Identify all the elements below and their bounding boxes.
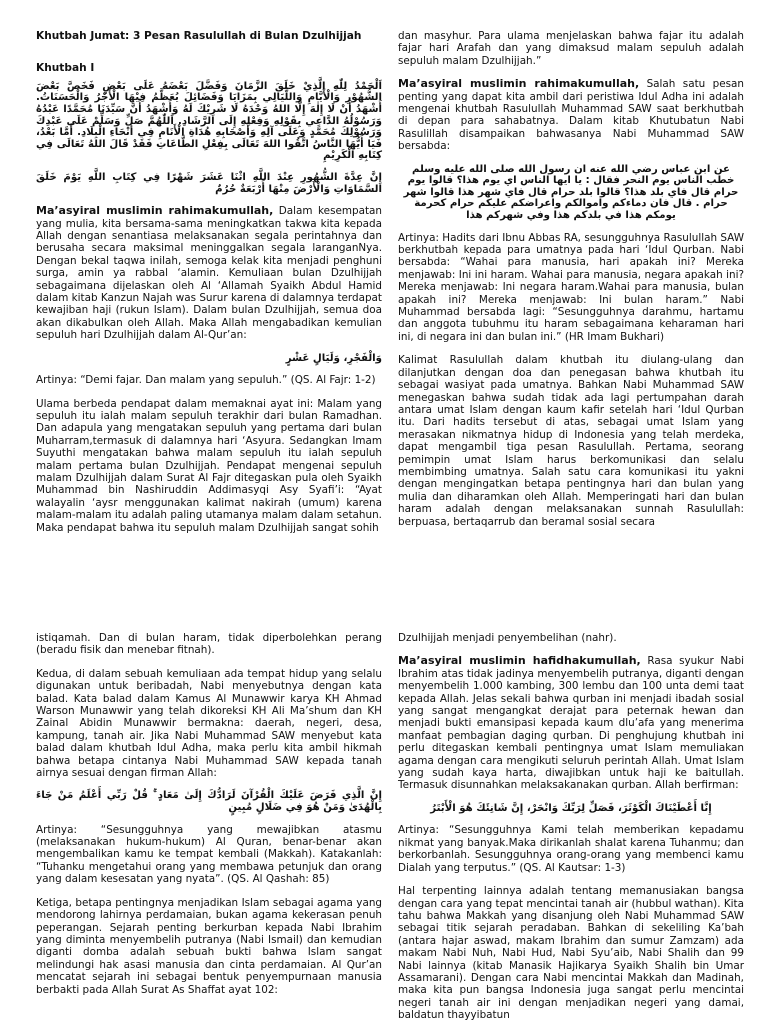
- arabic-hadith-text: عن ابن عباس رضي الله عنه ان رسول الله صلى الله عليه وسلم خطب الناس يوم النحر فقال : يا ايها الناس اي يوم هذا؟ قالوا يوم حرام قال فاي بلد هذا؟ قالوا بلد حرام قال فاي شهر هذا قالوا شهر حرام . قال فان دماءكم واموالكم واعراضكم عليكم حرام كحرمة يومكم هذا في بلدكم هذا وفي شهركم هذا: [403, 163, 739, 222]
- right-column-bottom: [398, 632, 744, 1033]
- paragraph: Artinya: “Demi fajar. Dan malam yang sepuluh.” (QS. Al Fajr: 1-2): [36, 374, 376, 387]
- paragraph-text: Salah satu pesan penting yang dapat kita ambil dari peristiwa Idul Adha ini adalah mengenai khutbah Rasulullah Muhammad SAW saat berkhutbah di depan para sahabatnya. Dalam kitab Khutubatun Nabi Rasulillah disampaikan bahwasanya Nabi Muhammad SAW bersabda:: [398, 78, 744, 153]
- paragraph: dan masyhur. Para ulama menjelaskan bahwa fajar itu adalah fajar hari Arafah dan yang dimaksud malam sepuluh adalah sepuluh malam Dzulhijjah.”: [398, 30, 744, 67]
- paragraph: Artinya: Hadits dari Ibnu Abbas RA, sesungguhnya Rasulullah SAW berkhutbah kepada para umatnya pada hari ‘Idul Qurban. Nabi bersabda: “Wahai para manusia, hari apakah ini? Mereka menjawab: Ini ini haram. Wahai para manusia, negara apakah ini? Mereka menjawab: Ini negara haram.Wahai para manusia, bulan apakah ini? Mereka menjawab: Ini bulan haram.” Nabi Muhammad bersabda lagi: “Sesungguhnya darahmu, hartamu dan anggota tubuhmu itu haram sebagaimana keharaman hari ini, di negara ini dan bulan ini.” (HR Imam Bukhari): [398, 231, 744, 343]
- paragraph: Artinya: “Sesungguhnya yang mewajibkan atasmu (melaksanakan hukum-hukum) Al Quran, benar-benar akan mengembalikan kamu ke tempat kembali (Makkah). Katakanlah: “Tuhanku mengetahui orang yang membawa petunjuk dan orang yang dalam kesesatan yang nyata”. (QS. Al Qashah: 85): [36, 823, 382, 886]
- paragraph: [36, 205, 382, 341]
- paragraph: Kedua, di dalam sebuah kemuliaan ada tempat hidup yang selalu digunakan untuk beribadah, Nabi menyebutnya dengan kata balad. Kata balad dalam Kamus Al Munawwir karya KH Ahmad Warson Munawwir yang telah dikoreksi KH Ali Ma’shum dan KH Zainal Abidin Munawwir bermakna: daerah, negeri, desa, kampung, tanah air. Jika Nabi Muhammad SAW menyebut kata balad dalam khutbah Idul Adha, maka perlu kita ambil hikmah bahwa betapa cintanya Nabi Muhammad SAW kepada tanah airnya sesuai dengan firman Allah:: [36, 667, 382, 780]
- page-divider: [0, 600, 768, 608]
- paragraph: Kalimat Rasulullah dalam khutbah itu diulang-ulang dan dilanjutkan dengan doa dan penegasan bahwa khutbah itu sebagai wasiyat pada umatnya. Bahkan Nabi Muhammad SAW menegaskan bahwa sudah tidak ada lagi pertumpahan darah antara umat Islam dengan kaum kafir setelah hari ‘Idul Qurban itu. Dari hadits tersebut di atas, sebagai umat Islam yang merasakan nikmatnya hidup di Indonesia yang telah merdeka, dapat mengambil tiga pesan Rasulullah. Pertama, seorang pemimpin umat Islam harus berkomunikasi dan selalu membimbing umatnya. Salah satu cara komunikasi itu yakni dengan mengingatkan betapa pentingnya hari dan bulan yang mulia dan diharamkan oleh Allah. Memperingati hari dan bulan haram adalah dengan melaksanakan sunnah Rasulullah: berpuasa, bertaqarrub dan beramal sosial secara: [398, 354, 744, 528]
- section-heading: Khutbah I: [36, 62, 95, 75]
- arabic-verse-kautsar: إِنَّا أَعْطَيْنَاكَ الْكَوْثَرَ، فَصَلِّ لِرَبِّكَ وَانْحَرْ، إِنَّ شَانِئَكَ هُوَ الْأَبْتَرُ: [430, 802, 712, 814]
- left-column-top: [36, 30, 382, 545]
- paragraph-text: Rasa syukur Nabi Ibrahim atas tidak jadinya menyembelih putranya, diganti dengan menyembelih 1.000 kambing, 300 lembu dan 100 unta demi taat kepada Allah. Jelas sekali bahwa qurban ini menjadi ibadah sosial yang sangat mengangkat derajat para peternak hewan dan menjadi bukti emansipasi kepada kaum dlu’afa yang menerima manfaat pembagian daging qurban. Di penghujung khutbah ini perlu ditegaskan kembali pentingnya umat Islam memuliakan agama dengan cara mengikuti seluruh perintah Allah. Umat Islam yang sudah kaya harta, diwajibkan untuk haji ke baitullah. Termasuk disunnahkan melaksakanakan qurban. Allah berfirman:: [398, 655, 744, 792]
- arabic-verse-fajr: وَالْفَجْرِ، وَلَيَالٍ عَشْرٍ: [285, 352, 382, 364]
- paragraph: [398, 78, 744, 152]
- document-page-bottom: [0, 608, 768, 1024]
- paragraph-text: Dalam kesempatan yang mulia, kita bersama-sama meningkatkan takwa kita kepada Allah dengan senantiasa melaksanakan segala perintahnya dan berusaha secara maksimal meninggalkan segala laranganNya. Dengan bekal taqwa inilah, semoga kelak kita menjadi penghuni surga, amin ya rabbal ‘alamin. Kemuliaan bulan Dzulhijjah sebagaimana dijelaskan oleh Al ‘Allamah Syaikh Abdul Hamid dalam kitab Kanzun Najah was Surur karena di dalamnya terdapat kewajiban haji (rukun Islam). Dalam bulan Dzulhijjah, semua doa akan dikabulkan oleh Allah. Maka Allah mengabadikan kemulian sepuluh hari Dzulhijjah dalam Al-Qur’an:: [36, 205, 382, 342]
- paragraph-lead: Ma’asyiral muslimin rahimakumullah,: [36, 204, 274, 218]
- arabic-verse-qashah: إِنَّ الَّذِي فَرَضَ عَلَيْكَ الْقُرْآنَ لَرَادُّكَ إِلَىٰ مَعَادٍ ۚ قُلْ رَبِّي أَعْلَمُ مَنْ جَاءَ بِالْهُدَىٰ وَمَنْ هُوَ فِي ضَلَالٍ مُبِينٍ: [36, 790, 382, 814]
- paragraph-lead: Ma’asyiral muslimin hafidhakumullah,: [398, 654, 641, 668]
- paragraph-lead: Ma’asyiral muslimin rahimakumullah,: [398, 77, 640, 91]
- arabic-verse-taubah: إِنَّ عِدَّةَ الشُّهُورِ عِنْدَ اللَّهِ اثْنَا عَشَرَ شَهْرًا فِي كِتَابِ اللَّهِ يَوْمَ خَلَقَ السَّمَاوَاتِ وَالْأَرْضَ مِنْهَا أَرْبَعَةٌ حُرُمٌ: [36, 171, 382, 195]
- document-title: Khutbah Jumat: 3 Pesan Rasulullah di Bulan Dzulhijjah: [36, 30, 362, 42]
- right-column-top: [398, 30, 744, 539]
- paragraph: Artinya: “Sesungguhnya Kami telah memberikan kepadamu nikmat yang banyak.Maka dirikanlah shalat karena Tuhanmu; dan berkorbanlah. Sesungguhnya orang-orang yang membenci kamu Dialah yang terputus.” (QS. Al Kautsar: 1-3): [398, 824, 744, 874]
- paragraph: [398, 655, 744, 791]
- arabic-opening-text: اَلْحَمْدُ لِلّٰهِ الَّذِيْ خَلَقَ الزَّمَانَ وَفَضَّلَ بَعْضَهُ عَلَى بَعْضٍ فَخَصَّ بَعْضَ الشُّهُوْرِ وَالْأَيَّامِ وَاللَّيَالِي بِمَزَايَا وَفَضَائِلَ يُعَظَّمُ فِيْهَا الْأَجْرُ وَالْحَسَنَاتُ. أَشْهَدُ أَنْ لَا إِلٰهَ إِلَّا اللهُ وَحْدَهُ لَا شَرِيْكَ لَهُ وَأَشْهَدُ أَنَّ سَيِّدَنَا مُحَمَّدًا عَبْدُهُ وَرَسُوْلُهُ الدَّاعِي بِقَوْلِهِ وَفِعْلِهِ إِلَى الرَّشَادِ. اَللّٰهُمَّ صَلِّ وَسَلِّمْ عَلَى عَبْدِكَ وَرَسُوْلِكَ مُحَمَّدٍ وَعَلَى آلِهِ وَأَصْحَابِهِ هُدَاةِ الْأَنَامِ فِي أَنْحَاءِ الْبِلَادِ. أَمَّا بَعْدُ، فَيَا أَيُّهَا النَّاسُ اتَّقُوا اللهَ تَعَالَى بِفِعْلِ الطَّاعَاتِ فَقَدْ قَالَ اللهُ تَعَالَى فِي كِتَابِهِ الْكَرِيْمِ: [36, 80, 382, 162]
- left-column-bottom: [36, 632, 382, 1007]
- paragraph: Dzulhijjah menjadi penyembelihan (nahr).: [398, 632, 617, 644]
- paragraph: Ulama berbeda pendapat dalam memaknai ayat ini: Malam yang sepuluh itu ialah malam sepuluh terakhir dari bulan Ramadhan. Dan adapula yang mengatakan sepuluh yang pertama dari bulan Muharram,termasuk di dalamnya hari ‘Asyura. Sedangkan Imam Suyuthi mengatakan bahwa malam sepuluh itu ialah sepuluh malam pertama bulan Dzulhijjah. Pendapat mengenai sepuluh malam Dzulhijjah dalam Surat Al Fajr ditegaskan pula oleh Syaikh Muhammad bin Nashiruddin Addimasyqi Asy Syafi’i: “Ayat walayalin ‘aysr menggunakan kalimat nakirah (umum) karena malam-malam itu adalah paling utamanya malam dalam setahun. Maka pendapat bahwa itu sepuluh malam Dzulhijjah sangat sohih: [36, 397, 382, 534]
- paragraph: istiqamah. Dan di bulan haram, tidak diperbolehkan perang (beradu fisik dan menebar fitnah).: [36, 632, 382, 657]
- paragraph: Hal terpenting lainnya adalah tentang memanusiakan bangsa dengan cara yang tepat mencintai tanah air (hubbul wathan). Kita tahu bahwa Makkah yang disanjung oleh Nabi Muhammad SAW sebagai titik sejarah peradaban. Bahkan di sekeliling Ka’bah (antara hajar aswad, makam Ibrahim dan sumur Zamzam) ada makam Nabi Nuh, Nabi Hud, Nabi Syu’aib, Nabi Shalih dan 99 Nabi lainnya (kitab Manasik Hajikarya Syaikh Shalih bin Umar Assamarani). Dengan cara Nabi mencintai Makkah dan Madinah, maka kita pun bangsa Indonesia juga sangat perlu mencintai negeri tanah air ini dengan menjadikan negeri yang damai, baldatun thayyibatun: [398, 885, 744, 1022]
- paragraph: Ketiga, betapa pentingnya menjadikan Islam sebagai agama yang mendorong lahirnya perdamaian, bukan agama kekerasan penuh peperangan. Sejarah penting berkurban kepada Nabi Ibrahim yang diminta menyembelih putranya (Nabi Ismail) dan kemudian diganti domba adalah sebuah bukti bahwa Islam sangat melindungi hak asasi manusia dan cinta perdamaian. Al Qur’an mencatat sejarah ini sebagai bentuk penyempurnaan manusia berbakti pada Allah Surat As Shaffat ayat 102:: [36, 896, 382, 996]
